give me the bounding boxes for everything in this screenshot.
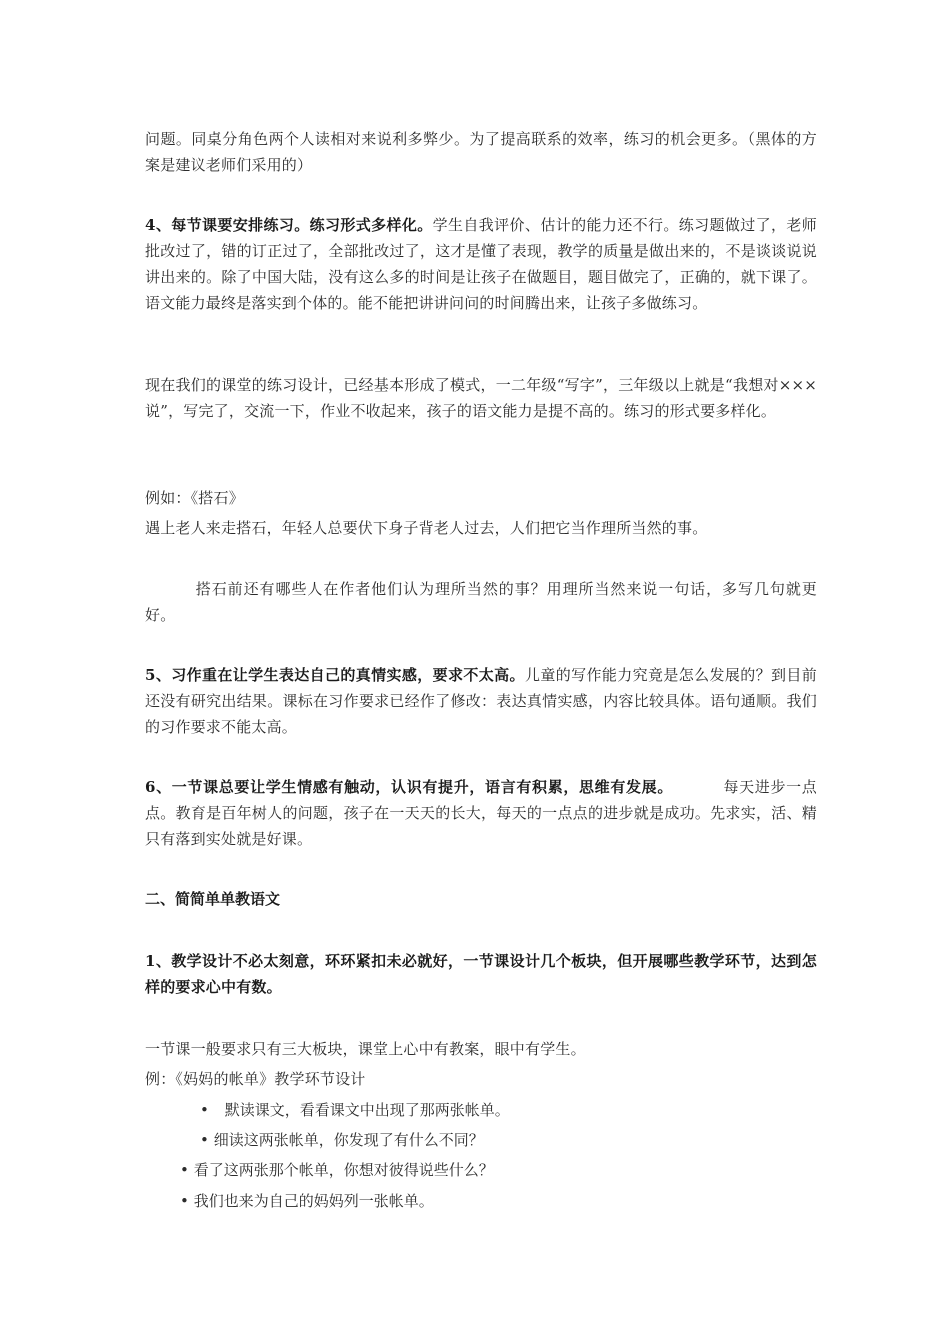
section-2-point-1-text: 1、教学设计不必太刻意，环环紧扣未必就好，一节课设计几个板块，但开展哪些教学环节，达到怎样的要求心中有数。 bbox=[145, 952, 817, 996]
list-item: • 默读课文，看看课文中出现了那两张帐单。 bbox=[200, 1097, 510, 1123]
paragraph-5 bbox=[145, 662, 817, 740]
paragraph-pattern-text: 现在我们的课堂的练习设计，已经基本形成了模式，一二年级“写字”，三年级以上就是“我想对×××说”，写完了，交流一下，作业不收起来，孩子的语文能力是提不高的。练习的形式要多样化。 bbox=[145, 376, 817, 420]
paragraph-4 bbox=[145, 212, 817, 316]
bullet-icon: • bbox=[200, 1101, 209, 1119]
example-question bbox=[145, 576, 817, 628]
example-question-text: 搭石前还有哪些人在作者他们认为理所当然的事？用理所当然来说一句话，多写几句就更好。 bbox=[145, 580, 817, 624]
section-2-heading: 二、简简单单教语文 bbox=[145, 890, 281, 908]
paragraph-6-heading: 6、一节课总要让学生情感有触动，认识有提升，语言有积累，思维有发展。 bbox=[145, 778, 674, 796]
bullet-icon: • bbox=[180, 1161, 189, 1179]
list-item: • 细读这两张帐单，你发现了有什么不同？ bbox=[200, 1127, 484, 1153]
paragraph-6 bbox=[145, 774, 817, 852]
section-2-example: 例：《妈妈的帐单》教学环节设计 bbox=[145, 1070, 366, 1088]
bullet-icon: • bbox=[200, 1131, 209, 1149]
section-2-point-1 bbox=[145, 948, 817, 1000]
bullet-icon: • bbox=[180, 1192, 189, 1210]
paragraph-5-text: 儿童的写作能力究竟是怎么发展的？到目前还没有研究出结果。课标在习作要求已经作了修改：表达真情实感，内容比较具体。语句通顺。我们的习作要求不能太高。 bbox=[145, 666, 817, 736]
paragraph-6-text: 每天进步一点点。教育是百年树人的问题，孩子在一天天的长大，每天的一点点的进步就是成功。先求实，活、精只有落到实处就是好课。 bbox=[145, 778, 817, 848]
paragraph-intro bbox=[145, 126, 817, 178]
paragraph-pattern bbox=[145, 372, 817, 424]
section-2-intro: 一节课一般要求只有三大板块，课堂上心中有教案，眼中有学生。 bbox=[145, 1040, 586, 1058]
list-item: • 看了这两张那个帐单，你想对彼得说些什么？ bbox=[180, 1157, 494, 1183]
paragraph-intro-text: 问题。同桌分角色两个人读相对来说利多弊少。为了提高联系的效率，练习的机会更多。（黑体的方案是建议老师们采用的） bbox=[145, 130, 817, 174]
example-label: 例如：《搭石》 bbox=[145, 489, 244, 507]
paragraph-4-heading: 4、每节课要安排练习。练习形式多样化。 bbox=[145, 216, 433, 234]
list-item: • 我们也来为自己的妈妈列一张帐单。 bbox=[180, 1188, 434, 1214]
paragraph-5-heading: 5、习作重在让学生表达自己的真情实感，要求不太高。 bbox=[145, 666, 525, 684]
paragraph-4-text: 学生自我评价、估计的能力还不行。练习题做过了，老师批改过了，错的订正过了，全部批改过了，这才是懂了表现，教学的质量是做出来的，不是谈谈说说讲出来的。除了中国大陆，没有这么多的时间是让孩子在做题目，题目做完了，正确的，就下课了。语文能力最终是落实到个体的。能不能把讲讲问问的时间腾出来，让孩子多做练习。 bbox=[145, 216, 817, 312]
example-line: 遇上老人来走搭石，年轻人总要伏下身子背老人过去，人们把它当作理所当然的事。 bbox=[145, 519, 708, 537]
